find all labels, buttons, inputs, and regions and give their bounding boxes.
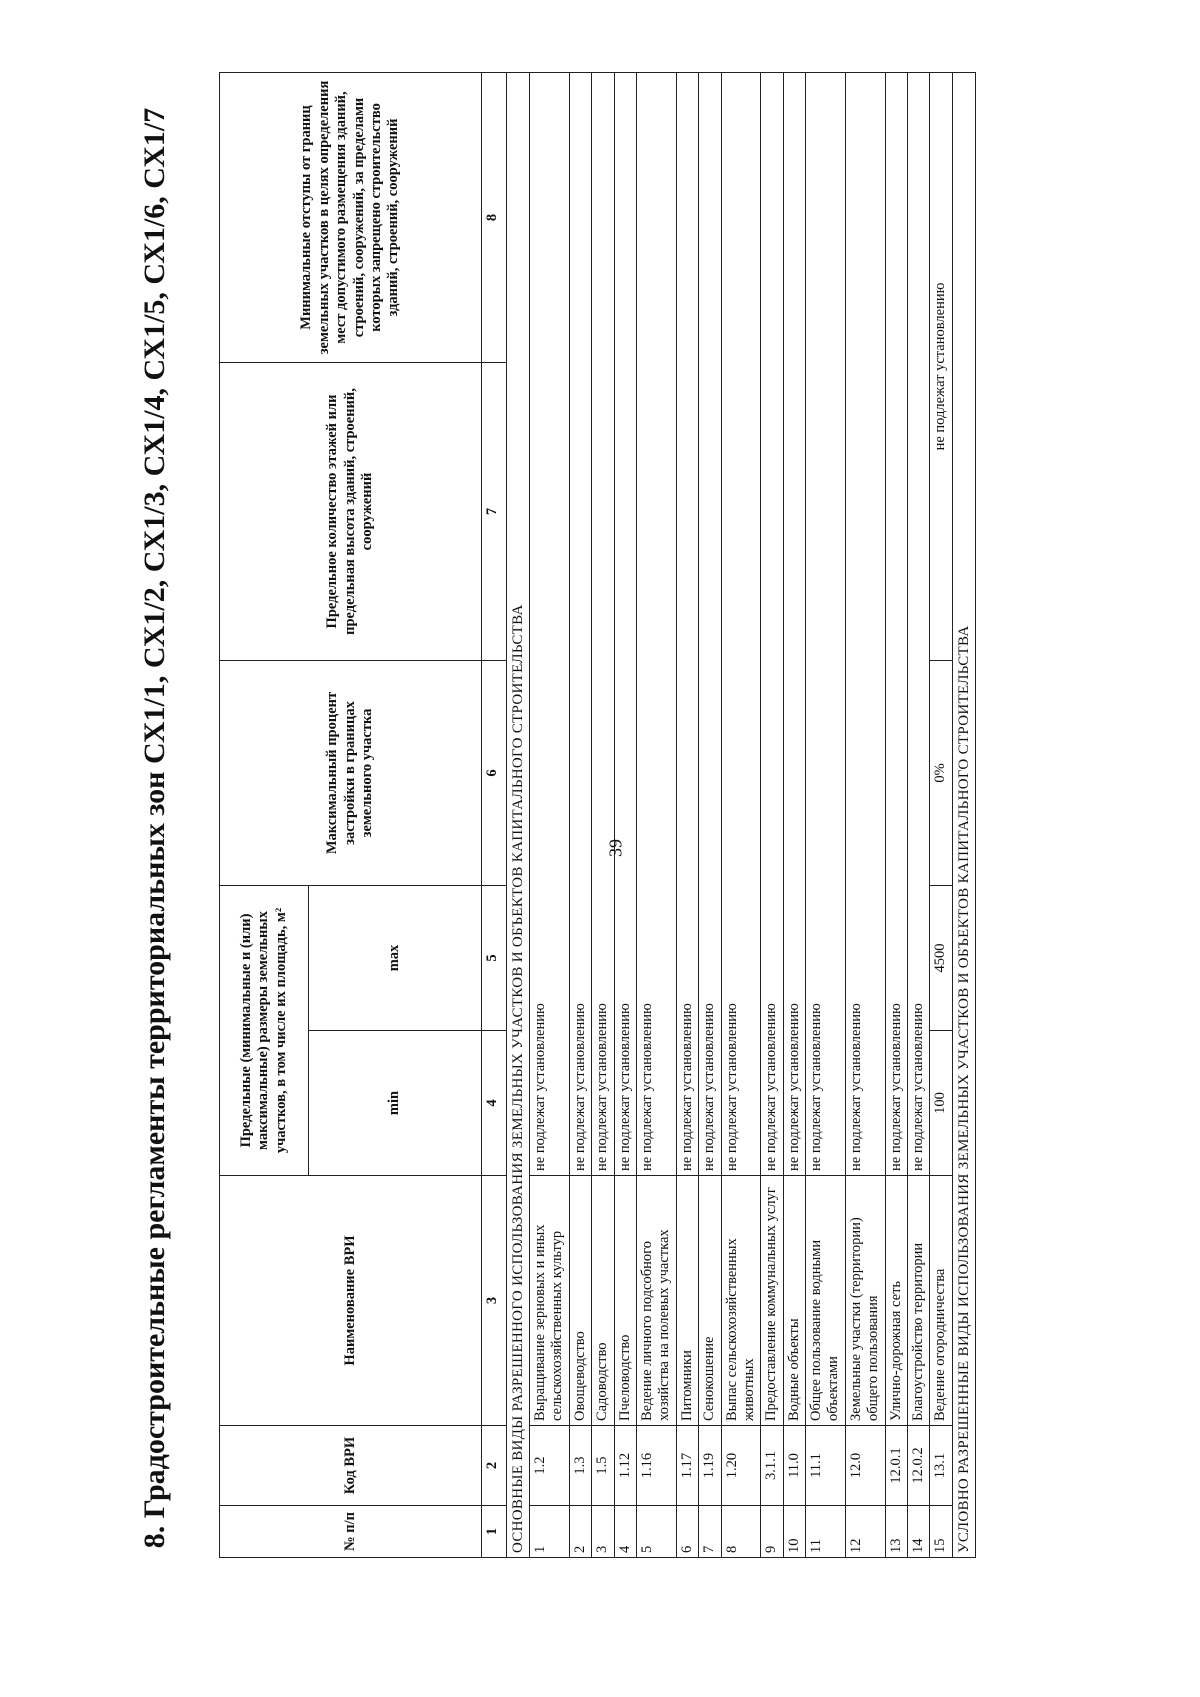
- row-name: Пчеловодство: [614, 1176, 636, 1426]
- section-conditional-row: [952, 72, 975, 1557]
- header-min: min: [309, 1031, 482, 1176]
- rotated-page-content: [127, 48, 1067, 1608]
- table-row: [885, 72, 907, 1557]
- header-max: max: [309, 885, 482, 1030]
- table-row: [569, 72, 591, 1557]
- row-code: 1.2: [530, 1426, 570, 1506]
- table-row: [676, 72, 698, 1557]
- row-name: Выпас сельскохозяйственных животных: [721, 1176, 761, 1426]
- row-code: 12.0.1: [885, 1426, 907, 1506]
- row-min: 100: [930, 1031, 952, 1176]
- header-name: Наименование ВРИ: [220, 1176, 482, 1426]
- row-code: 1.17: [676, 1426, 698, 1506]
- table-row: [530, 72, 570, 1557]
- row-percent: 0%: [930, 660, 952, 885]
- section-main-row: [507, 72, 530, 1557]
- row-value: не подлежат установлению: [806, 72, 846, 1175]
- row-number: 2: [569, 1506, 591, 1558]
- regulations-table: [219, 72, 976, 1558]
- row-name: Садоводство: [592, 1176, 614, 1426]
- column-number: 8: [482, 72, 507, 362]
- column-number: 5: [482, 885, 507, 1030]
- row-code: 1.20: [721, 1426, 761, 1506]
- row-name: Ведение огородничества: [930, 1176, 952, 1426]
- table-row: [614, 72, 636, 1557]
- row-value: не подлежат установлению: [908, 72, 930, 1175]
- row-name: Сенокошение: [699, 1176, 721, 1426]
- row-name: Улично-дорожная сеть: [885, 1176, 907, 1426]
- row-code: 1.19: [699, 1426, 721, 1506]
- row-code: 1.12: [614, 1426, 636, 1506]
- row-number: 3: [592, 1506, 614, 1558]
- header-percent: Максимальный процент застройки в границах земельного участка: [220, 660, 482, 885]
- row-name: Выращивание зерновых и иных сельскохозяйственных культур: [530, 1176, 570, 1426]
- row-value: не подлежат установлению: [885, 72, 907, 1175]
- header-floors: Предельное количество этажей или предельная высота зданий, строений, сооружений: [220, 362, 482, 660]
- row-code: 13.1: [930, 1426, 952, 1506]
- row-code: 11.1: [806, 1426, 846, 1506]
- row-number: 7: [699, 1506, 721, 1558]
- row-number: 14: [908, 1506, 930, 1558]
- column-number: 6: [482, 660, 507, 885]
- row-number: 13: [885, 1506, 907, 1558]
- table-body: [530, 72, 930, 1557]
- column-number: 2: [482, 1426, 507, 1506]
- header-code: Код ВРИ: [220, 1426, 482, 1506]
- row-max: 4500: [930, 885, 952, 1030]
- row-code: 11.0: [783, 1426, 805, 1506]
- row-name: Общее пользование водными объектами: [806, 1176, 846, 1426]
- column-numbers-row: [482, 72, 507, 1557]
- row-number: 4: [614, 1506, 636, 1558]
- table-row: [761, 72, 783, 1557]
- row-code: 1.5: [592, 1426, 614, 1506]
- row-value: не подлежат установлению: [845, 72, 885, 1175]
- header-sizes: Предельные (минимальные и (или) максимальные) размеры земельных участков, в том числе их площадь, м²: [220, 885, 309, 1175]
- section-conditional-heading: УСЛОВНО РАЗРЕШЕННЫЕ ВИДЫ ИСПОЛЬЗОВАНИЯ ЗЕМЕЛЬНЫХ УЧАСТКОВ И ОБЪЕКТОВ КАПИТАЛЬНОГО СТРОИТЕЛЬСТВА: [952, 72, 975, 1557]
- table-row: [930, 72, 952, 1557]
- row-code: 12.0.2: [908, 1426, 930, 1506]
- row-value: не подлежат установлению: [721, 72, 761, 1175]
- header-num: № п/п: [220, 1506, 482, 1558]
- row-number: 15: [930, 1506, 952, 1558]
- row-name: Ведение личного подсобного хозяйства на полевых участках: [636, 1176, 676, 1426]
- row-code: 12.0: [845, 1426, 885, 1506]
- row-number: 5: [636, 1506, 676, 1558]
- row-number: 12: [845, 1506, 885, 1558]
- header-row: [220, 72, 309, 1557]
- header-setback: Минимальные отступы от границ земельных участков в целях определения мест допустимого размещения зданий, строений, сооружений, за пределами которых запрещено строительство зданий, строений, сооружений: [220, 72, 482, 362]
- row-value: не подлежат установлению: [636, 72, 676, 1175]
- row-value: не подлежат установлению: [592, 72, 614, 1175]
- row-number: 11: [806, 1506, 846, 1558]
- column-number: 4: [482, 1031, 507, 1176]
- row-value: не подлежат установлению: [699, 72, 721, 1175]
- table-row: [783, 72, 805, 1557]
- row-name: Земельные участки (территории) общего пользования: [845, 1176, 885, 1426]
- row-number: 8: [721, 1506, 761, 1558]
- row-value: не подлежат установлению: [783, 72, 805, 1175]
- table-row: [699, 72, 721, 1557]
- table-row: [592, 72, 614, 1557]
- column-number: 3: [482, 1176, 507, 1426]
- row-name: Предоставление коммунальных услуг: [761, 1176, 783, 1426]
- document-title: 8. Градостроительные регламенты территориальных зон СХ1/1, СХ1/2, СХ1/3, СХ1/4, СХ1/5, СХ1/6, СХ1/7: [138, 107, 171, 1549]
- table-row: [721, 72, 761, 1557]
- section-main-heading: ОСНОВНЫЕ ВИДЫ РАЗРЕШЕННОГО ИСПОЛЬЗОВАНИЯ ЗЕМЕЛЬНЫХ УЧАСТКОВ И ОБЪЕКТОВ КАПИТАЛЬНОГО СТРОИТЕЛЬСТВА: [507, 72, 530, 1557]
- row-code: 1.16: [636, 1426, 676, 1506]
- page-number: 39: [605, 839, 626, 857]
- row-rest: не подлежат установлению: [930, 72, 952, 660]
- table-row: [845, 72, 885, 1557]
- row-code: 1.3: [569, 1426, 591, 1506]
- row-name: Водные объекты: [783, 1176, 805, 1426]
- row-value: не подлежат установлению: [530, 72, 570, 1175]
- table-row: [806, 72, 846, 1557]
- row-value: не подлежат установлению: [569, 72, 591, 1175]
- column-number: 1: [482, 1506, 507, 1558]
- column-number: 7: [482, 362, 507, 660]
- row-value: не подлежат установлению: [676, 72, 698, 1175]
- table-row: [908, 72, 930, 1557]
- row-name: Питомники: [676, 1176, 698, 1426]
- row-value: не подлежат установлению: [614, 72, 636, 1175]
- row-value: не подлежат установлению: [761, 72, 783, 1175]
- row-number: 10: [783, 1506, 805, 1558]
- row-code: 3.1.1: [761, 1426, 783, 1506]
- row-number: 1: [530, 1506, 570, 1558]
- row-name: Овощеводство: [569, 1176, 591, 1426]
- row-number: 6: [676, 1506, 698, 1558]
- table-row: [636, 72, 676, 1557]
- row-number: 9: [761, 1506, 783, 1558]
- row-name: Благоустройство территории: [908, 1176, 930, 1426]
